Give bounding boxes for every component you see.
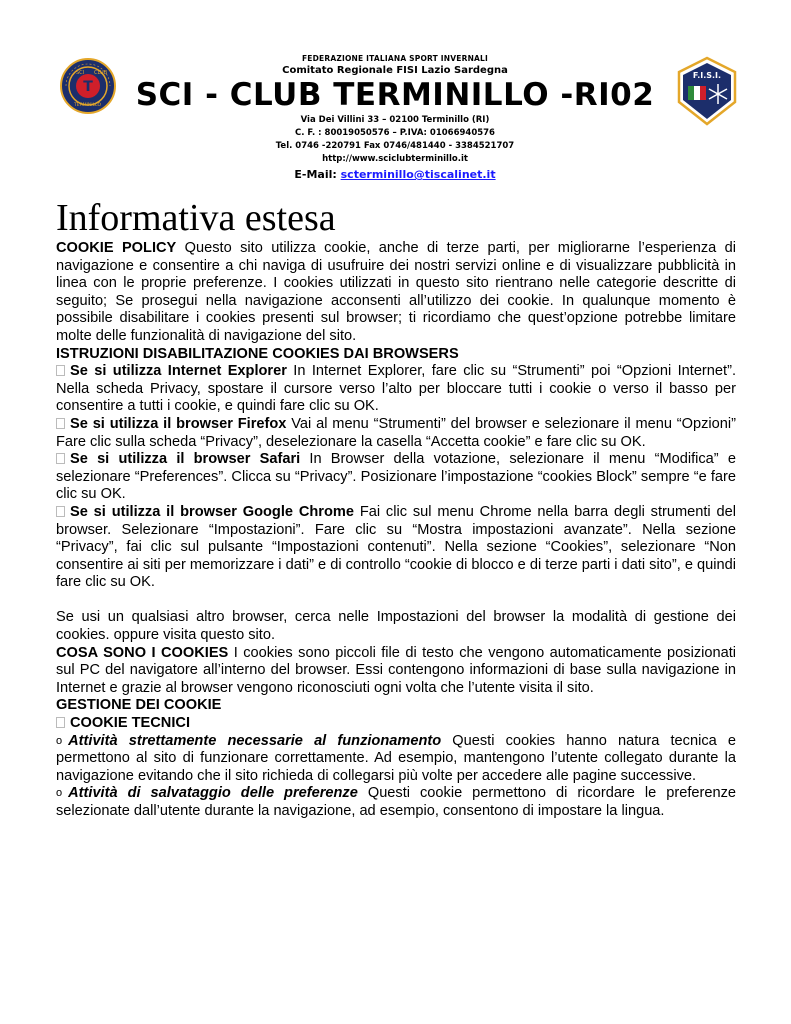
svg-text:F.I.S.I.: F.I.S.I. (692, 71, 722, 80)
what-are-cookies-text: I cookies sono piccoli file di testo che vengono automaticamente posizionati sul PC del navigatore all’interno del browser. Essi contengono informazioni di base sulla navigazione in Internet e grazie al browser vengono riconosciuti ogni volta che l’utente visita il sito. (56, 644, 736, 696)
letterhead (0, 0, 791, 190)
safari-text: In Browser della votazione, selezionare il menu “Modifica” e selezionare “Preferences”. Clicca su “Privacy”. Posizionare l’impostazione “cookies Block” sempre “e fare clic su OK. (56, 451, 736, 503)
bullet-icon (56, 418, 65, 429)
federation-name: FEDERAZIONE ITALIANA SPORT INVERNALI (301, 54, 489, 63)
svg-text:TERMINILLO: TERMINILLO (74, 103, 102, 108)
firefox-instructions (56, 416, 736, 451)
chrome-text: Fai clic sul menu Chrome nella barra degli strumenti del browser. Selezionare “Impostazioni”. Fare clic su “Mostra impostazioni avanzate”. Nella sezione “Privacy”, fai clic sul pulsante “Impostazioni contenuti”. Nella sezione “Cookies”, selezionare “Non consentire ai siti per memorizzare i dati” e di controllo “cookie di blocco e di terze parti i dati sito”, e quindi fare clic su OK. (56, 503, 736, 591)
firefox-text: Vai al menu “Strumenti” del browser e selezionare il menu “Opzioni” Fare clic sulla scheda “Privacy”, deselezionare la casella “Accetta cookie” e fare clic su OK. (56, 415, 736, 450)
svg-text:SCI: SCI (76, 70, 85, 76)
bullet-icon (56, 717, 65, 728)
safari-heading: Se si utilizza il browser Safari (70, 451, 301, 468)
ie-text: In Internet Explorer, fare clic su “Strumenti” poi “Opzioni Internet”. Nella scheda Privacy, spostare il cursore verso l’alto per bloccare tutti i cookie o verso il basso per consentire a tutti i cookie, e quindi fare clic su OK. (56, 363, 736, 415)
club-title: SCI - CLUB TERMINILLO -RI02 (135, 77, 655, 113)
svg-text:T: T (83, 79, 93, 95)
ie-instructions (56, 363, 736, 416)
activity-preferences-heading: Attività di salvataggio delle preferenze (68, 785, 358, 802)
safari-instructions (56, 451, 736, 504)
club-phone: Tel. 0746 -220791 Fax 0746/481440 - 3384521707 (275, 141, 515, 151)
activity-preferences-paragraph (56, 785, 736, 820)
instructions-heading (56, 346, 736, 364)
instructions-heading-text: ISTRUZIONI DISABILITAZIONE COOKIES DAI BROWSERS (56, 345, 459, 362)
activity-preferences-text: Questi cookie permettono di ricordare le preferenze selezionate dall’utente durante la navigazione, ad esempio, consentono di impostare la lingua. (56, 785, 737, 819)
bullet-icon (56, 453, 65, 464)
cookie-management-heading-text: GESTIONE DEI COOKIE (56, 697, 222, 714)
email-link[interactable]: scterminillo@tiscalinet.it (340, 168, 496, 181)
activity-necessary-text: Questi cookies hanno natura tecnica e permettono al sito di funzionare correttamente. Ad esempio, mantengono l’utente collegato durante la navigazione evitando che il sito richieda di collegarsi più volte per accedere alle pagine successive. (56, 732, 736, 784)
bullet-icon (56, 506, 65, 517)
club-website: http://www.sciclubterminillo.it (322, 154, 468, 164)
club-address: Via Dei Villini 33 – 02100 Terminillo (RI) (300, 115, 490, 125)
club-fiscal-codes: C. F. : 80019050576 – P.IVA: 01066940576 (295, 128, 495, 138)
technical-cookies-heading-text: COOKIE TECNICI (70, 715, 190, 732)
cookie-management-heading (56, 697, 736, 715)
technical-cookies-heading (56, 715, 736, 733)
committee-name: Comitato Regionale FISI Lazio Sardegna (282, 65, 508, 76)
firefox-heading: Se si utilizza il browser Firefox (70, 415, 287, 432)
chrome-heading: Se si utilizza il browser Google Chrome (70, 503, 354, 520)
ie-heading: Se si utilizza Internet Explorer (70, 363, 287, 380)
cookie-policy-paragraph (56, 240, 736, 346)
activity-necessary-heading: Attività strettamente necessarie al funzionamento (68, 732, 442, 749)
activity-necessary-paragraph (56, 733, 736, 786)
letterhead-text (120, 54, 670, 182)
what-are-cookies-heading: COSA SONO I COOKIES (56, 644, 229, 661)
svg-text:CLUB: CLUB (94, 70, 108, 76)
document-body (56, 240, 736, 821)
paragraph-spacer (56, 592, 736, 610)
circle-bullet-icon: o (56, 734, 63, 747)
fisi-logo (676, 56, 738, 126)
club-email (120, 167, 670, 182)
circle-bullet-icon: o (56, 787, 63, 800)
other-browser-paragraph: Se usi un qualsiasi altro browser, cerca nelle Impostazioni del browser la modalità di gestione dei cookies. oppure visita questo sito. (56, 609, 736, 644)
page-title: Informativa estesa (56, 197, 336, 239)
what-are-cookies-paragraph (56, 645, 736, 698)
cookie-policy-text: Questo sito utilizza cookie, anche di terze parti, per migliorarne l’esperienza di navigazione e consentire a chi naviga di usufruire dei nostri servizi online e di visualizzare pubblicità in linea con le proprie preferenze. I cookies utilizzati in questo sito rientrano nelle categorie descritte di seguito; Se prosegui nella navigazione acconsenti all’utilizzo dei cookie. In qualunque momento è possibile disabilitare i cookies presenti sul browser; ti ricordiamo che quest’opzione potrebbe limitare molte delle funzionalità di navigazione del sito. (56, 240, 736, 344)
bullet-icon (56, 365, 65, 376)
email-label: E-Mail: (294, 168, 341, 181)
sci-club-terminillo-logo (60, 58, 116, 114)
chrome-instructions (56, 504, 736, 592)
cookie-policy-heading: COOKIE POLICY (56, 240, 177, 256)
